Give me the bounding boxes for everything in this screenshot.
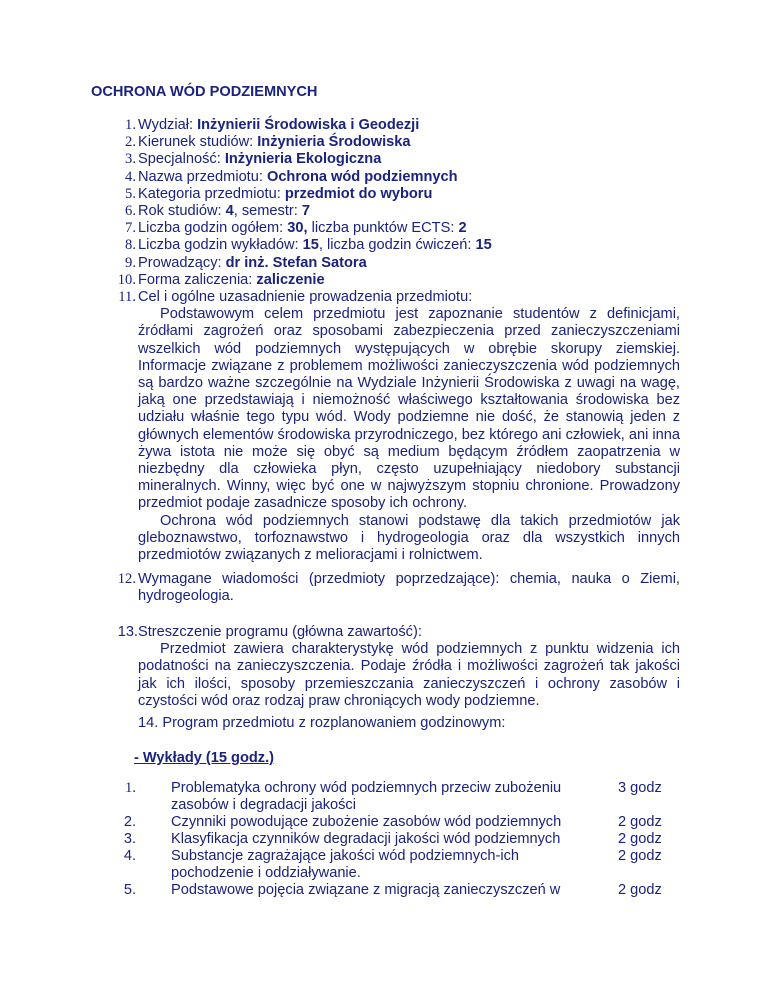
list-item: [90, 169, 680, 186]
row-number: 1.: [125, 780, 136, 796]
list-item: [90, 117, 680, 134]
row-number: 4.: [123, 848, 136, 864]
item-number: 8.: [125, 237, 136, 254]
list-item: [90, 272, 680, 289]
item-label-2: , liczba godzin ćwiczeń:: [318, 237, 476, 254]
item-number: 11.: [118, 289, 136, 306]
item-value-2: 2: [458, 220, 467, 237]
row-topic: Podstawowe pojęcia związane z migracją zanieczyszczeń w: [171, 882, 561, 898]
item-value: przedmiot do wyboru: [284, 185, 433, 202]
row-topic: Problematyka ochrony wód podziemnych przeciw zubożeniu zasobów i degradacji jakości: [171, 780, 562, 814]
row-hours: 2 godz: [618, 848, 662, 864]
document-title: OCHRONA WÓD PODZIEMNYCH: [91, 84, 318, 100]
item-label-2: , semestr:: [233, 203, 302, 220]
list-item: [90, 220, 680, 237]
item-number: 13.: [117, 624, 138, 640]
item-label: Nazwa przedmiotu:: [138, 168, 267, 185]
item-value: Inżynierii Środowiska i Geodezji: [197, 117, 420, 133]
goal-paragraph-1: Podstawowym celem przedmiotu jest zapoznanie studentów z definicjami, źródłami zagrożeń oraz sposobami zabezpieczenia przed zanieczyszczeniami wszelkich wód podziemnych występujących w obrębie skorupy ziemskiej. Informacje związane z problemem możliwości zanieczyszczenia wód podziemnych są bardzo ważne szczególnie na Wydziale Inżynierii Środowiska z uwagi na wagę, jaką one przedstawiają i niemożność właściwego kształtowania środowiska bez udziału właśnie tego typu wód. Wody podziemne nie dość, że stanowią jeden z głównych elementów środowiska przyrodniczego, bez którego ani człowiek, ani inna żywa istota nie może się obyć są medium będącym źródłem zaopatrzenia w niezbędny dla człowieka płyn, często uzupełniający niedobory substancji mineralnych. Winny, więc być one w najwyższym stopniu chronione. Prowadzony przedmiot podaje zasadnicze sposoby ich ochrony.: [138, 306, 680, 512]
item-number: 9.: [125, 254, 136, 271]
item-value: Inżynieria Środowiska: [257, 134, 411, 151]
item-label: Liczba godzin ogółem:: [138, 220, 288, 237]
summary-heading: Streszczenie programu (główna zawartość):: [138, 624, 422, 640]
item-value: 4: [225, 203, 234, 220]
item-value: 15: [302, 237, 319, 254]
item-number: 10.: [117, 271, 136, 288]
row-number: 2.: [123, 814, 136, 830]
list-item: [90, 203, 680, 220]
row-hours: 2 godz: [618, 882, 662, 898]
item-value: 30,: [287, 220, 308, 237]
item-label: Wydział:: [138, 117, 198, 133]
row-hours: 2 godz: [618, 814, 662, 830]
row-topic: Substancje zagrażające jakości wód podziemnych-ich pochodzenie i oddziaływanie.: [171, 848, 519, 882]
summary-text: Przedmiot zawiera charakterystykę wód podziemnych z punktu widzenia ich podatności na zanieczyszczenia. Podaje źródła i możliwości zagrożeń tak jakości jak ich ilości, sposoby przemieszczania zanieczyszczeń i ochrony zasobów i czystości wód oraz rodzaj praw chroniących wody podziemne.: [138, 641, 680, 709]
list-item: [90, 237, 680, 254]
list-item: [90, 151, 680, 168]
row-topic: Czynniki powodujące zubożenie zasobów wód podziemnych: [171, 814, 562, 830]
row-number: 5.: [123, 882, 136, 898]
list-item-goal: [90, 289, 680, 564]
list-item: [90, 186, 680, 203]
item-value: Ochrona wód podziemnych: [266, 168, 458, 185]
row-hours: 3 godz: [618, 780, 662, 796]
item-label: Liczba godzin wykładów:: [138, 237, 303, 254]
item-number: 12.: [117, 571, 136, 587]
item-label-2: liczba punktów ECTS:: [307, 220, 459, 237]
list-item: [90, 255, 680, 272]
list-item: [90, 134, 680, 151]
prerequisites-text: Wymagane wiadomości (przedmioty poprzedzające): chemia, nauka o Ziemi, hydrogeologia.: [138, 571, 680, 605]
goal-heading: Cel i ogólne uzasadnienie prowadzenia przedmiotu:: [138, 289, 473, 306]
item-label: Kategoria przedmiotu:: [138, 185, 285, 202]
row-hours: 2 godz: [618, 831, 662, 847]
item-number: 5.: [125, 185, 136, 202]
item-label: Rok studiów:: [138, 203, 226, 220]
prerequisites-block: [90, 571, 680, 605]
goal-paragraph-2: Ochrona wód podziemnych stanowi podstawę dla takich przedmiotów jak gleboznawstwo, torfoznawstwo i hydrogeologia oraz dla wszystkich innych przedmiotów związanych z melioracjami i rolnictwem.: [138, 512, 680, 564]
item-value: Inżynieria Ekologiczna: [224, 151, 382, 168]
item-label: Prowadzący:: [138, 254, 226, 271]
item-value: dr inż. Stefan Satora: [225, 254, 367, 271]
item-number: 7.: [125, 220, 136, 237]
item-value-2: 15: [475, 237, 492, 254]
item-label: Forma zaliczenia:: [138, 271, 257, 288]
item-value: zaliczenie: [256, 271, 325, 288]
row-topic: Klasyfikacja czynników degradacji jakości wód podziemnych: [171, 831, 561, 847]
row-number: 3.: [123, 831, 136, 847]
item-number: 4.: [125, 168, 136, 185]
item-number: 1.: [125, 117, 136, 133]
item-label: Specjalność:: [138, 151, 225, 168]
item-number: 3.: [125, 151, 136, 168]
item-number: 6.: [125, 203, 136, 220]
item-number: 2.: [125, 134, 136, 151]
lectures-heading: - Wykłady (15 godz.): [134, 750, 275, 766]
info-list: [90, 117, 680, 564]
item-value-2: 7: [301, 203, 310, 220]
summary-block: [90, 624, 680, 710]
program-heading: 14. Program przedmiotu z rozplanowaniem godzinowym:: [138, 715, 506, 731]
item-label: Kierunek studiów:: [138, 134, 258, 151]
